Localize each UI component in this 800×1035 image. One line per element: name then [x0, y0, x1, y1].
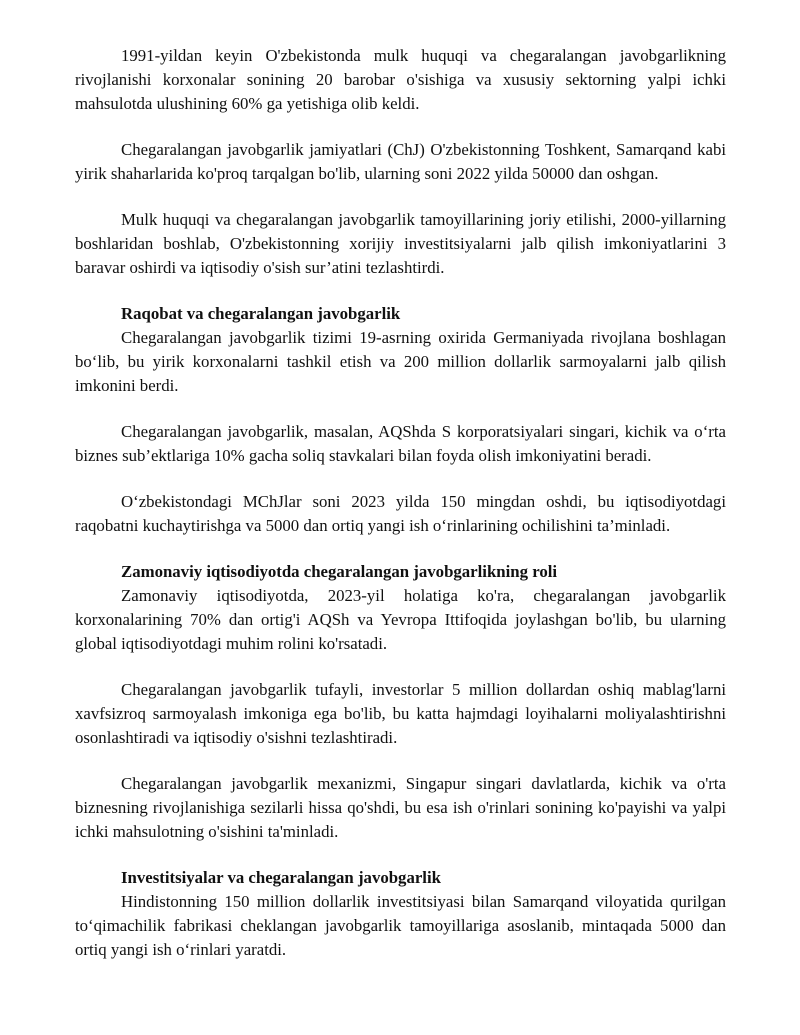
paragraph-5: Chegaralangan javobgarlik, masalan, AQShda S korporatsiyalari singari, kichik va o‘rta biznes sub’ektlariga 10% gacha soliq stavkalari bilan foyda olish imkoniyatini beradi.: [75, 422, 726, 465]
paragraph-3: Mulk huquqi va chegaralangan javobgarlik tamoyillarining joriy etilishi, 2000-yillarning boshlaridan boshlab, O'zbekistonning xorijiy investitsiyalarni jalb qilish imkoniyatlarini 3 baravar oshirdi va iqtisodiy o'sish sur’atini tezlashtirdi.: [75, 210, 726, 277]
paragraph-2: Chegaralangan javobgarlik jamiyatlari (ChJ) O'zbekistonning Toshkent, Samarqand kabi yirik shaharlarida ko'proq tarqalgan bo'lib, ularning soni 2022 yilda 50000 dan oshgan.: [75, 140, 726, 183]
section-heading-investments: Investitsiyalar va chegaralangan javobgarlik: [121, 868, 441, 887]
paragraph-6: O‘zbekistondagi MChJlar soni 2023 yilda 150 mingdan oshdi, bu iqtisodiyotdagi raqobatni kuchaytirishga va 5000 dan ortiq yangi ish o‘rinlarining ochilishini ta’minladi.: [75, 492, 726, 535]
document-page: [75, 44, 726, 984]
section-heading-competition: Raqobat va chegaralangan javobgarlik: [121, 304, 401, 323]
paragraph-8: Chegaralangan javobgarlik tufayli, investorlar 5 million dollardan oshiq mablag'larni xavfsizroq sarmoyalash imkoniga ega bo'lib, bu katta hajmdagi loyihalarni moliyalashtirishni osonlashtiradi va iqtisodiy o'sishni tezlashtiradi.: [75, 680, 726, 747]
paragraph-4: Chegaralangan javobgarlik tizimi 19-asrning oxirida Germaniyada rivojlana boshlagan bo‘lib, bu yirik korxonalarni tashkil etish va 200 million dollarlik sarmoyalarni jalb qilish imkonini berdi.: [75, 328, 726, 395]
paragraph-10: Hindistonning 150 million dollarlik investitsiyasi bilan Samarqand viloyatida qurilgan to‘qimachilik fabrikasi cheklangan javobgarlik tamoyillariga asoslanib, mintaqada 5000 dan ortiq yangi ish o‘rinlari yaratdi.: [75, 892, 726, 959]
paragraph-7: Zamonaviy iqtisodiyotda, 2023-yil holatiga ko'ra, chegaralangan javobgarlik korxonalarining 70% dan ortig'i AQSh va Yevropa Ittifoqida joylashgan bo'lib, bu ularning global iqtisodiyotdagi muhim rolini ko'rsatadi.: [75, 586, 726, 653]
paragraph-1: 1991-yildan keyin O'zbekistonda mulk huquqi va chegaralangan javobgarlikning rivojlanishi korxonalar sonining 20 barobar o'sishiga va xususiy sektorning yalpi ichki mahsulotda ulushining 60% ga yetishiga olib keldi.: [75, 46, 726, 113]
section-heading-modern-economy: Zamonaviy iqtisodiyotda chegaralangan javobgarlikning roli: [121, 562, 558, 581]
paragraph-9: Chegaralangan javobgarlik mexanizmi, Singapur singari davlatlarda, kichik va o'rta biznesning rivojlanishiga sezilarli hissa qo'shdi, bu esa ish o'rinlari sonining ko'payishi va yalpi ichki mahsulotning o'sishini ta'minladi.: [75, 774, 726, 841]
